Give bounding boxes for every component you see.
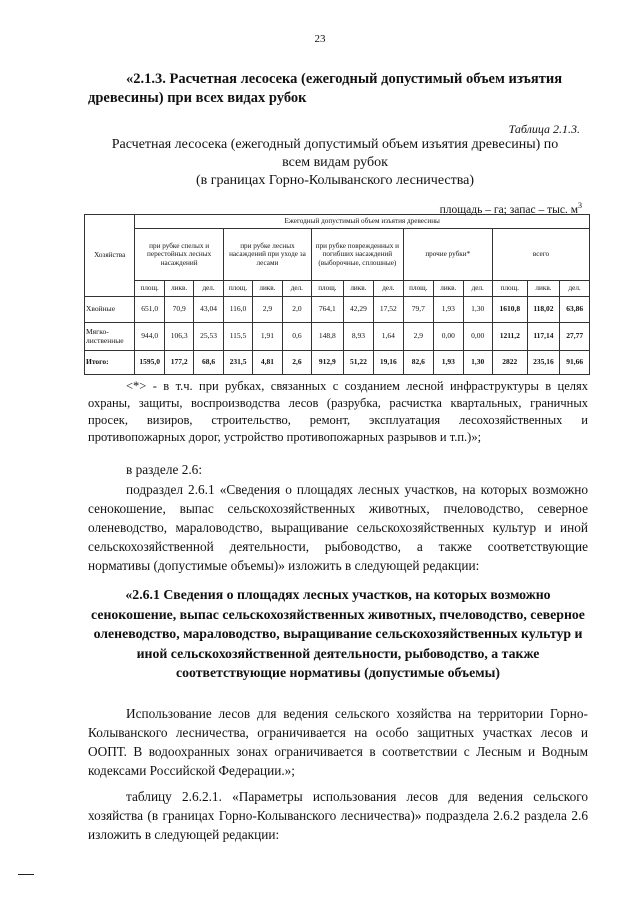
table-cell: 231,5 xyxy=(223,351,252,375)
subheader-area: площ. xyxy=(492,281,527,297)
table-cell: 1,93 xyxy=(434,351,463,375)
subheader-area: площ. xyxy=(223,281,252,297)
subheader-area: площ. xyxy=(403,281,434,297)
table-footnote: <*> - в т.ч. при рубках, связанных с созданием лесной инфраструктуры в целях охраны, защиты, воспроизводства лесов (разрубка, расчистка квартальных, граничных просек, визиров, строительство, ремонт, эксплуатация лесохозяйственных и противопожарных дорог, устройство противопожарных разрывов и т.п.)»; xyxy=(88,379,588,444)
table-cell: 42,29 xyxy=(343,297,374,323)
table-cell: 63,86 xyxy=(560,297,590,323)
table-cell: 117,14 xyxy=(527,323,560,351)
row-label: Хвойные xyxy=(85,297,135,323)
subheader-commercial: дел. xyxy=(463,281,492,297)
row-label: Мягко-лиственные xyxy=(85,323,135,351)
subheader-liquid: ликв. xyxy=(253,281,282,297)
section-heading: «2.1.3. Расчетная лесосека (ежегодный допустимый объем изъятия древесины) при всех видах рубок xyxy=(88,71,563,106)
header-other-felling: прочие рубки* xyxy=(403,229,492,281)
table-cell: 1,30 xyxy=(463,297,492,323)
table-cell: 1610,8 xyxy=(492,297,527,323)
table-cell: 2822 xyxy=(492,351,527,375)
paragraph-section: в разделе 2.6: xyxy=(126,462,203,477)
table-row xyxy=(85,297,590,323)
table-cell: 2,9 xyxy=(403,323,434,351)
subsection-heading: «2.6.1 Сведения о площадях лесных участков, на которых возможно сенокошение, выпас сельскохозяйственных животных, пчеловодство, северное оленеводство, мараловодство, выращивание сельскохозяйственных культур и иной сельскохозяйственной деятельности, рыбоводство, а также соответствующие нормативы (допустимые объемы) xyxy=(91,587,585,680)
table-row xyxy=(85,323,590,351)
table-cell: 1,64 xyxy=(374,323,403,351)
table-cell: 148,8 xyxy=(312,323,344,351)
table-cell: 235,16 xyxy=(527,351,560,375)
table-cell: 43,04 xyxy=(194,297,223,323)
table-cell: 2,6 xyxy=(282,351,311,375)
table-cell: 912,9 xyxy=(312,351,344,375)
table-cell: 2,9 xyxy=(253,297,282,323)
table-cell: 2,0 xyxy=(282,297,311,323)
table-title xyxy=(80,136,590,190)
subheader-area: площ. xyxy=(312,281,344,297)
table-cell: 1,91 xyxy=(253,323,282,351)
table-title-line: Расчетная лесосека (ежегодный допустимый объем изъятия древесины) по xyxy=(111,137,559,152)
header-damaged-felling: при рубке поврежденных и погибших насаждений (выборочные, сплошные) xyxy=(312,229,403,281)
table-cell: 1595,0 xyxy=(135,351,164,375)
table-cell: 0,00 xyxy=(434,323,463,351)
table-title-line: (в границах Горно-Колыванского лесничества) xyxy=(195,173,475,188)
table-cell: 1211,2 xyxy=(492,323,527,351)
table-cell: 19,16 xyxy=(374,351,403,375)
subheader-commercial: дел. xyxy=(194,281,223,297)
units-superscript: 3 xyxy=(578,201,582,210)
row-label: Итого: xyxy=(85,351,135,375)
table-cell: 51,22 xyxy=(343,351,374,375)
subheader-commercial: дел. xyxy=(374,281,403,297)
table-cell: 116,0 xyxy=(223,297,252,323)
table-cell: 944,0 xyxy=(135,323,164,351)
table-cell: 4,81 xyxy=(253,351,282,375)
table-cell: 82,6 xyxy=(403,351,434,375)
table-cell: 0,6 xyxy=(282,323,311,351)
header-mature-felling: при рубке спелых и перестойных лесных насаждений xyxy=(135,229,223,281)
header-farm: Хозяйства xyxy=(85,215,135,297)
header-total: всего xyxy=(492,229,589,281)
subheader-liquid: ликв. xyxy=(434,281,463,297)
table-cell: 8,93 xyxy=(343,323,374,351)
header-group: Ежегодный допустимый объем изъятия древесины xyxy=(135,215,590,229)
subheader-liquid: ликв. xyxy=(164,281,193,297)
table-cell: 177,2 xyxy=(164,351,193,375)
table-cell: 79,7 xyxy=(403,297,434,323)
header-care-felling: при рубке лесных насаждений при уходе за лесами xyxy=(223,229,311,281)
subheader-liquid: ликв. xyxy=(343,281,374,297)
table-cell: 106,3 xyxy=(164,323,193,351)
subheader-area: площ. xyxy=(135,281,164,297)
paragraph-table-ref: таблицу 2.6.2.1. «Параметры использования лесов для ведения сельского хозяйства (в границах Горно-Колыванского лесничества)» подраздела 2.6.2 раздела 2.6 изложить в следующей редакции: xyxy=(88,789,588,842)
table-title-line: всем видам рубок xyxy=(282,155,388,170)
page-number: 23 xyxy=(314,33,326,45)
table-cell: 1,30 xyxy=(463,351,492,375)
footer-rule xyxy=(18,874,34,875)
table-cell: 17,52 xyxy=(374,297,403,323)
table-cell: 27,77 xyxy=(560,323,590,351)
table-cell: 118,02 xyxy=(527,297,560,323)
subheader-liquid: ликв. xyxy=(527,281,560,297)
table-cell: 91,66 xyxy=(560,351,590,375)
table-cell: 764,1 xyxy=(312,297,344,323)
table-row-total xyxy=(85,351,590,375)
table-cell: 115,5 xyxy=(223,323,252,351)
paragraph-usage: Использование лесов для ведения сельского хозяйства на территории Горно-Колыванского лесничества, ограничивается на особо защитных участках лесов и ООПТ. В водоохранных зонах ограничивается в соответствии с Лесным и Водным кодексами Российской Федерации.»; xyxy=(88,706,588,778)
subheader-commercial: дел. xyxy=(282,281,311,297)
paragraph-subsection: подраздел 2.6.1 «Сведения о площадях лесных участков, на которых возможно сенокошение, выпас сельскохозяйственных животных, пчеловодство, северное оленеводство, мараловодство, выращивание сельскохозяйственных культур и иной сельскохозяйственной деятельности, рыбоводство, а также соответствующие нормативы (допустимые объемы)» изложить в следующей редакции: xyxy=(88,482,588,573)
table-cell: 25,53 xyxy=(194,323,223,351)
table-cell: 70,9 xyxy=(164,297,193,323)
harvest-table xyxy=(84,214,590,375)
table-cell: 651,0 xyxy=(135,297,164,323)
table-cell: 0,00 xyxy=(463,323,492,351)
subheader-commercial: дел. xyxy=(560,281,590,297)
table-number: Таблица 2.1.3. xyxy=(508,122,580,136)
table-cell: 68,6 xyxy=(194,351,223,375)
table-cell: 1,93 xyxy=(434,297,463,323)
units-text: площадь – га; запас – тыс. м xyxy=(439,203,578,216)
